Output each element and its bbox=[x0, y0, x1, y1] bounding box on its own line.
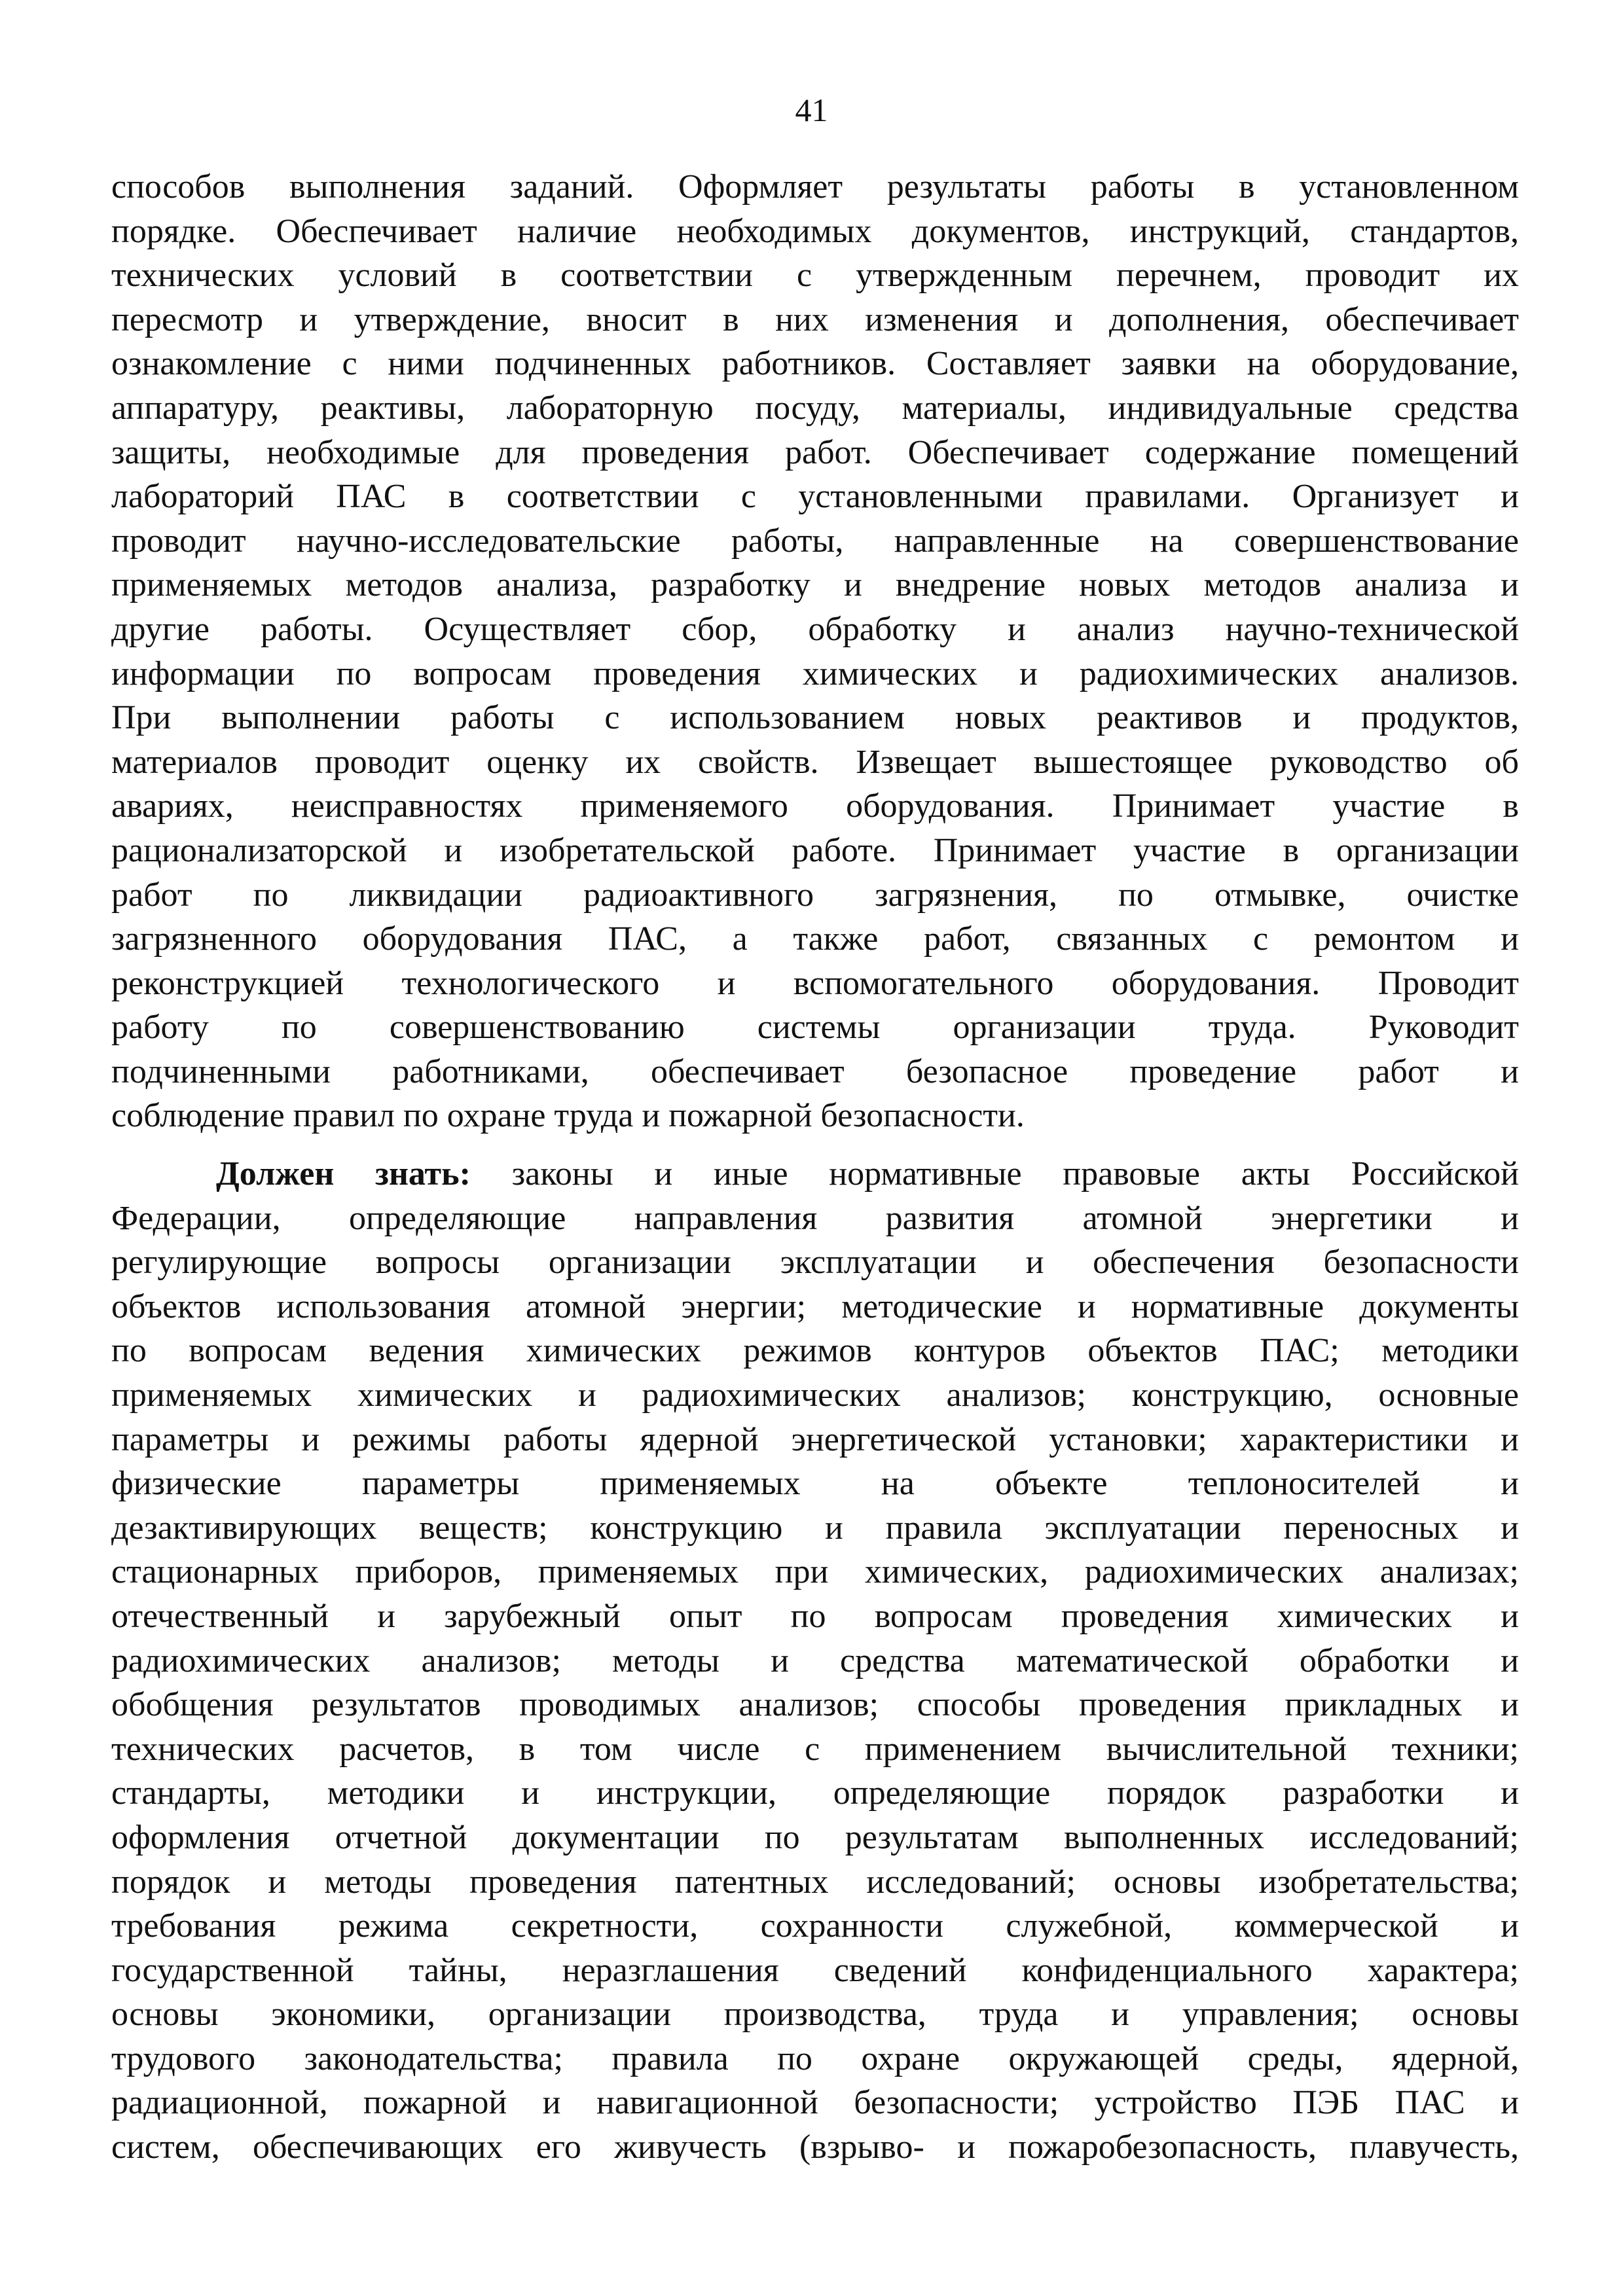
text-line: физические параметры применяемых на объекте теплоносителей и bbox=[111, 1465, 1519, 1503]
text-line: защиты, необходимые для проведения работ. Обеспечивает содержание помещений bbox=[111, 433, 1519, 471]
text-line: стационарных приборов, применяемых при химических, радиохимических анализах; bbox=[111, 1553, 1519, 1591]
text-line: применяемых методов анализа, разработку и внедрение новых методов анализа и bbox=[111, 566, 1519, 604]
text-line: При выполнении работы с использованием новых реактивов и продуктов, bbox=[111, 699, 1519, 737]
text-line: подчиненными работниками, обеспечивает безопасное проведение работ и bbox=[111, 1052, 1519, 1090]
paragraph-duties bbox=[111, 165, 1519, 1138]
text-line: технических расчетов, в том числе с применением вычислительной техники; bbox=[111, 1730, 1519, 1768]
text-line: пересмотр и утверждение, вносит в них изменения и дополнения, обеспечивает bbox=[111, 300, 1519, 338]
text-line: основы экономики, организации производства, труда и управления; основы bbox=[111, 1996, 1519, 2034]
text-line: работ по ликвидации радиоактивного загрязнения, по отмывке, очистке bbox=[111, 876, 1519, 914]
paragraph-first-line bbox=[111, 1152, 1519, 1196]
text-line: порядок и методы проведения патентных исследований; основы изобретательства; bbox=[111, 1863, 1519, 1901]
text-line: радиохимических анализов; методы и средства математической обработки и bbox=[111, 1641, 1519, 1679]
text-line: соблюдение правил по охране труда и пожарной безопасности. bbox=[111, 1097, 1025, 1135]
text-line: загрязненного оборудования ПАС, а также работ, связанных с ремонтом и bbox=[111, 920, 1519, 958]
must-know-heading: Должен знать: bbox=[216, 1155, 471, 1193]
text-line: радиационной, пожарной и навигационной безопасности; устройство ПЭБ ПАС и bbox=[111, 2084, 1519, 2122]
text-line: работу по совершенствованию системы организации труда. Руководит bbox=[111, 1009, 1519, 1047]
text-line: обобщения результатов проводимых анализов; способы проведения прикладных и bbox=[111, 1686, 1519, 1724]
text-line: дезактивирующих веществ; конструкцию и правила эксплуатации переносных и bbox=[111, 1509, 1519, 1547]
text-line: трудового законодательства; правила по охране окружающей среды, ядерной, bbox=[111, 2039, 1519, 2077]
text-line: Федерации, определяющие направления развития атомной энергетики и bbox=[111, 1199, 1519, 1237]
text-line: информации по вопросам проведения химических и радиохимических анализов. bbox=[111, 655, 1519, 692]
text-line: требования режима секретности, сохранности служебной, коммерческой и bbox=[111, 1907, 1519, 1945]
text-line: авариях, неисправностях применяемого оборудования. Принимает участие в bbox=[111, 787, 1519, 825]
page-number: 41 bbox=[795, 92, 828, 128]
text-line: способов выполнения заданий. Оформляет результаты работы в установленном bbox=[111, 168, 1519, 206]
text-line: объектов использования атомной энергии; методические и нормативные документы bbox=[111, 1287, 1519, 1325]
text-line: технических условий в соответствии с утвержденным перечнем, проводит их bbox=[111, 257, 1519, 295]
text-line: другие работы. Осуществляет сбор, обработку и анализ научно-технической bbox=[111, 610, 1519, 648]
text-line: материалов проводит оценку их свойств. Извещает вышестоящее руководство об bbox=[111, 743, 1519, 781]
text-line: ознакомление с ними подчиненных работников. Составляет заявки на оборудование, bbox=[111, 345, 1519, 383]
text-line: стандарты, методики и инструкции, определяющие порядок разработки и bbox=[111, 1774, 1519, 1812]
text-line: государственной тайны, неразглашения сведений конфиденциального характера; bbox=[111, 1951, 1519, 1989]
text-line: регулирующие вопросы организации эксплуатации и обеспечения безопасности bbox=[111, 1244, 1519, 1282]
first-line-text: законы и иные нормативные правовые акты Российской bbox=[470, 1155, 1519, 1193]
text-line: лабораторий ПАС в соответствии с установленными правилами. Организует и bbox=[111, 478, 1519, 516]
text-line: по вопросам ведения химических режимов контуров объектов ПАС; методики bbox=[111, 1332, 1519, 1370]
text-line: систем, обеспечивающих его живучесть (взрыво- и пожаробезопасность, плавучесть, bbox=[111, 2128, 1519, 2166]
text-line: порядке. Обеспечивает наличие необходимых документов, инструкций, стандартов, bbox=[111, 212, 1519, 250]
text-line: аппаратуру, реактивы, лабораторную посуду, материалы, индивидуальные средства bbox=[111, 389, 1519, 427]
text-line: реконструкцией технологического и вспомогательного оборудования. Проводит bbox=[111, 964, 1519, 1002]
paragraph-must-know bbox=[111, 1152, 1519, 2170]
text-line: оформления отчетной документации по результатам выполненных исследований; bbox=[111, 1818, 1519, 1856]
text-line: применяемых химических и радиохимических анализов; конструкцию, основные bbox=[111, 1376, 1519, 1414]
text-line: отечественный и зарубежный опыт по вопросам проведения химических и bbox=[111, 1597, 1519, 1635]
text-line: проводит научно-исследовательские работы, направленные на совершенствование bbox=[111, 522, 1519, 560]
text-line: параметры и режимы работы ядерной энергетической установки; характеристики и bbox=[111, 1420, 1519, 1458]
text-line: рационализаторской и изобретательской работе. Принимает участие в организации bbox=[111, 831, 1519, 869]
